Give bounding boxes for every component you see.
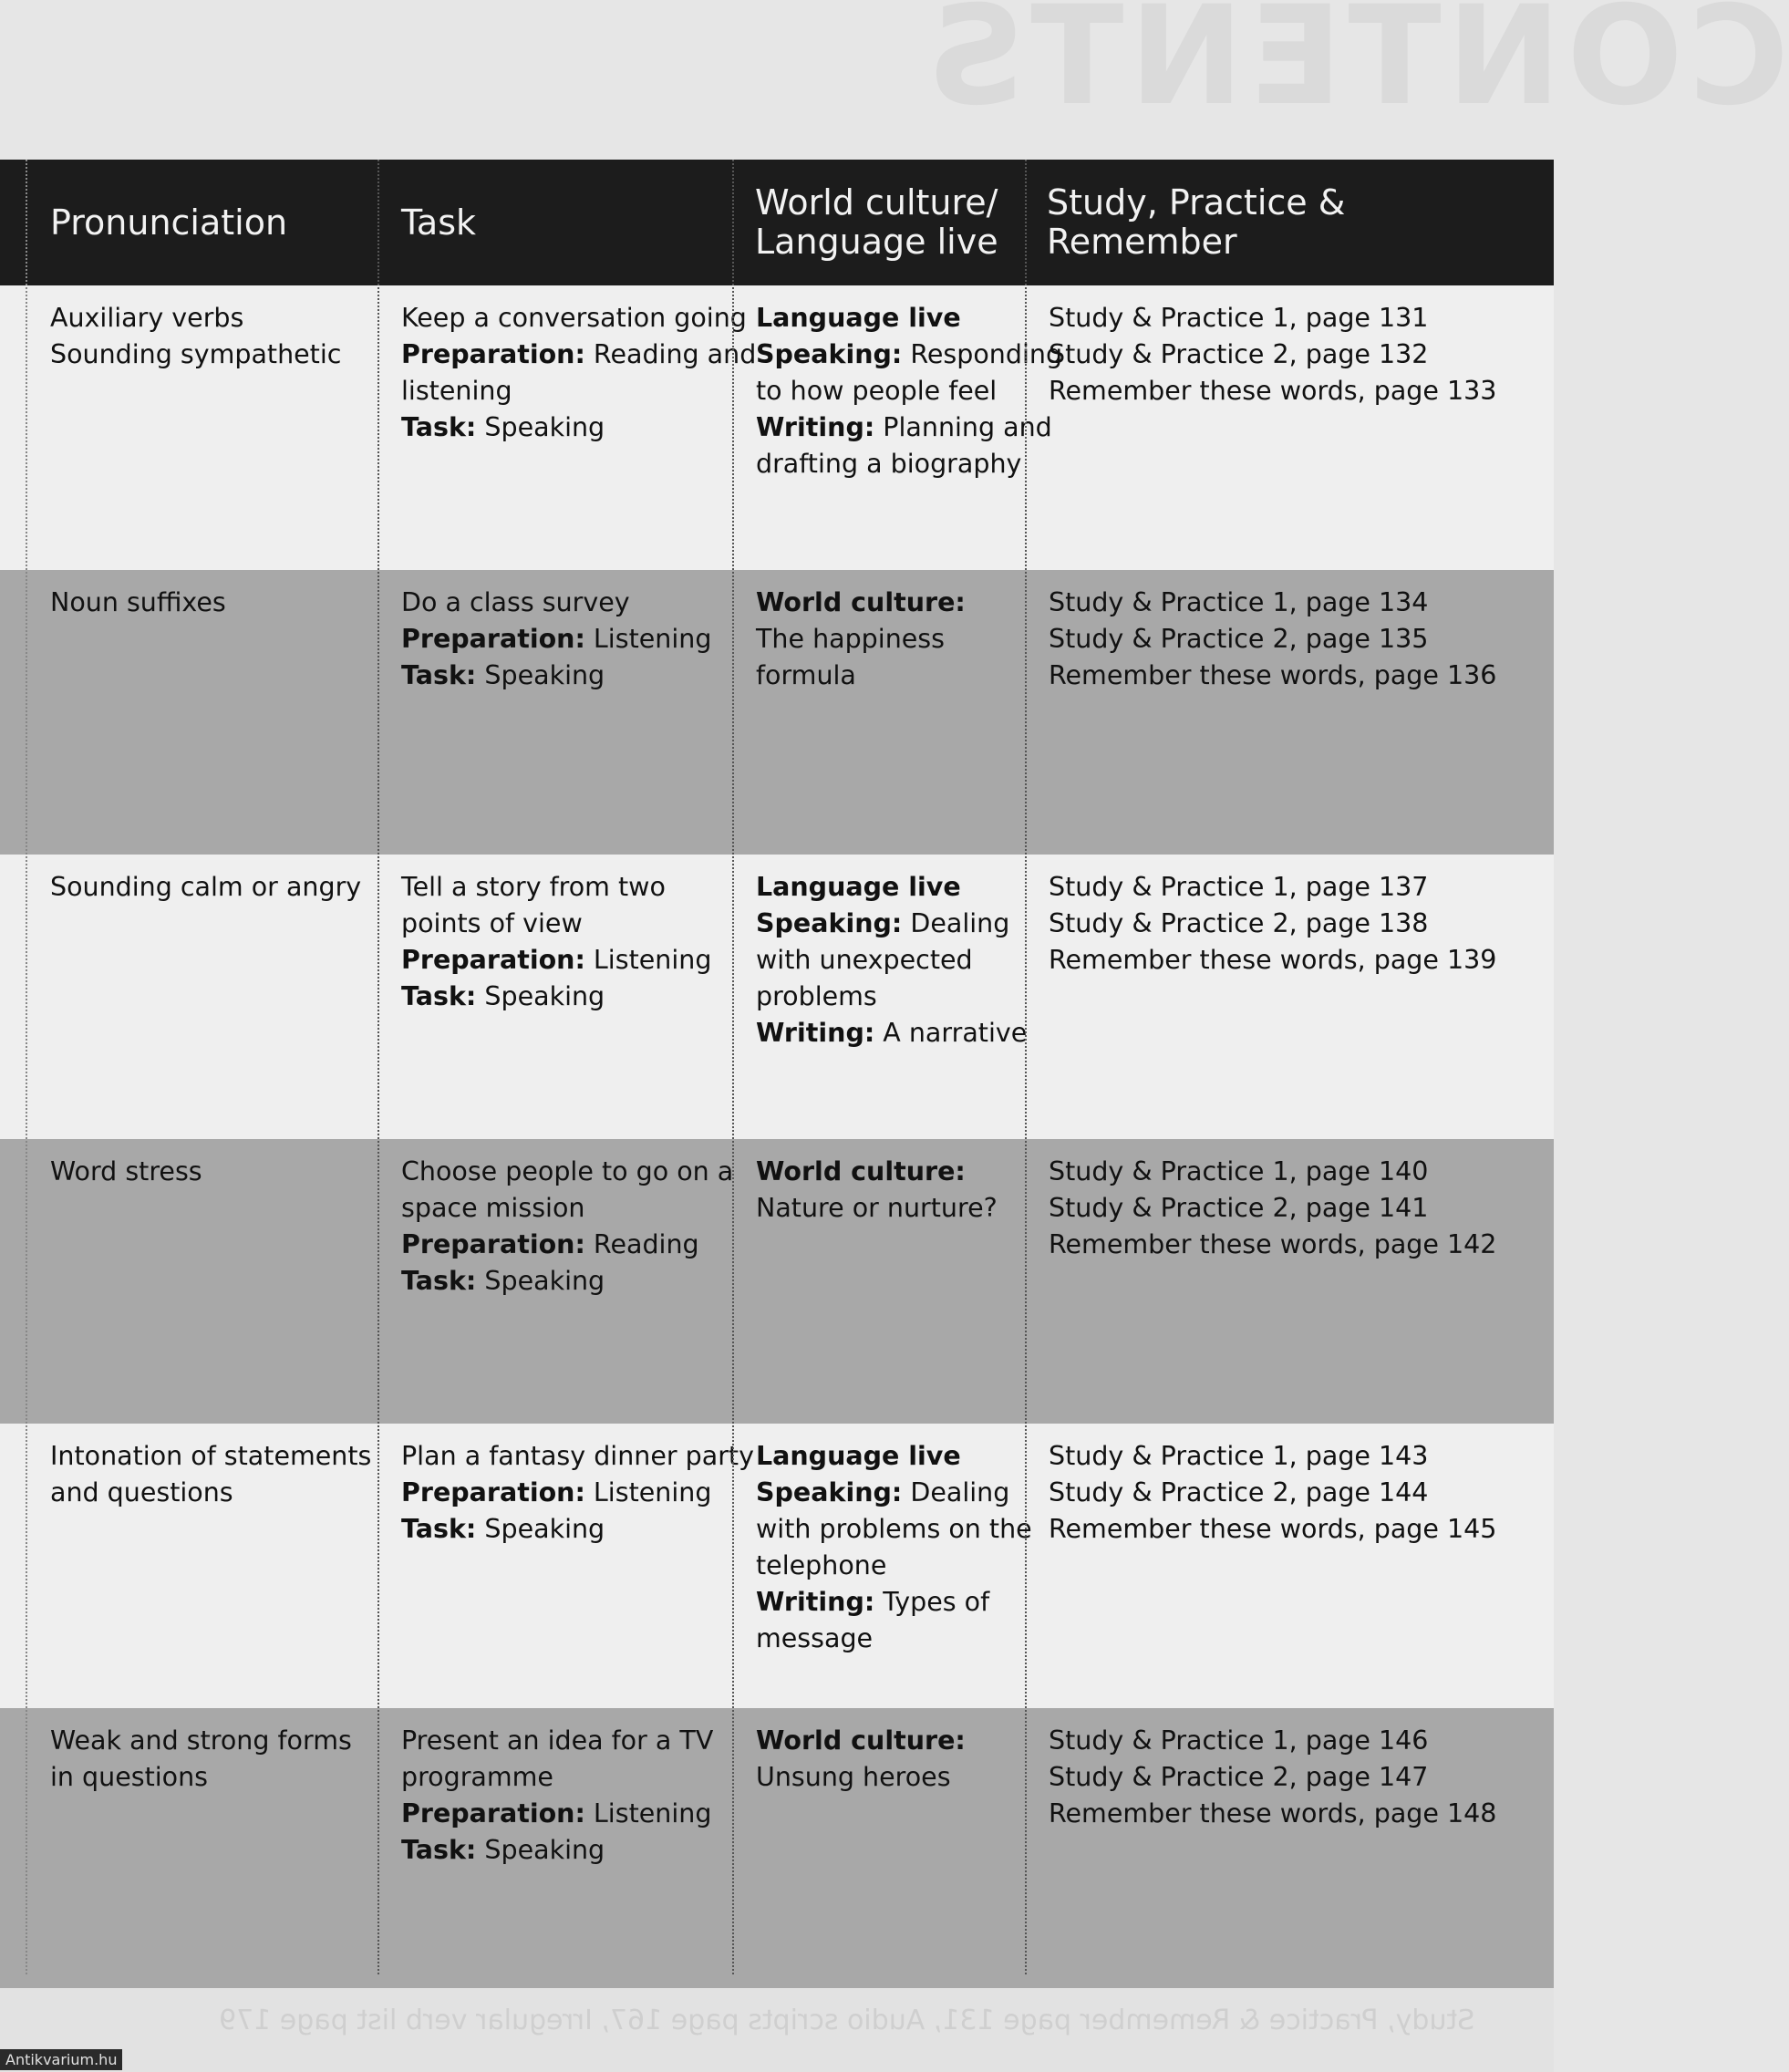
task-line xyxy=(401,869,711,906)
task-line-value: Speaking xyxy=(476,660,605,690)
pronunciation-text: Noun suffixes xyxy=(50,587,226,617)
task-line xyxy=(401,906,711,942)
task-line-value: Speaking xyxy=(476,1514,605,1544)
task-cell xyxy=(401,585,711,694)
study-cell xyxy=(1049,300,1496,409)
study-cell xyxy=(1049,869,1496,979)
task-line xyxy=(401,1475,754,1511)
study-reference: Study & Practice 1, page 134 xyxy=(1049,587,1429,617)
task-line-value: Tell a story from two xyxy=(401,872,666,902)
culture-line-value: Unsung heroes xyxy=(756,1762,951,1792)
study-reference: Study & Practice 1, page 131 xyxy=(1049,303,1429,333)
pronunciation-text: Sounding calm or angry xyxy=(50,872,362,902)
study-cell xyxy=(1049,1723,1496,1832)
culture-line-value: Dealing xyxy=(902,908,1010,938)
culture-cell xyxy=(756,869,1027,1052)
culture-line xyxy=(756,337,1062,373)
task-line-value: Reading xyxy=(584,1229,699,1259)
pronunciation-text: in questions xyxy=(50,1762,209,1792)
pronunciation-text: Weak and strong forms xyxy=(50,1725,352,1756)
study-reference: Study & Practice 2, page 132 xyxy=(1049,339,1429,369)
pronunciation-text: Word stress xyxy=(50,1156,202,1186)
task-cell xyxy=(401,1723,713,1869)
task-line xyxy=(401,373,756,409)
task-line-value: listening xyxy=(401,376,512,406)
culture-line-label: Language live xyxy=(756,1441,961,1471)
culture-cell xyxy=(756,1438,1032,1657)
task-line-value: Speaking xyxy=(476,981,605,1011)
header-task xyxy=(401,160,711,285)
task-cell xyxy=(401,300,756,446)
task-cell xyxy=(401,869,711,1015)
culture-line-label: World culture: xyxy=(756,1156,966,1186)
header-world-culture-label xyxy=(755,183,998,262)
culture-line-value: Planning and xyxy=(874,412,1052,442)
study-reference: Study & Practice 2, page 144 xyxy=(1049,1477,1429,1507)
culture-line xyxy=(756,1548,1032,1584)
task-line xyxy=(401,1263,733,1300)
culture-line-value: problems xyxy=(756,981,877,1011)
culture-line-label: World culture: xyxy=(756,587,966,617)
task-line-value: Do a class survey xyxy=(401,587,630,617)
task-line-label: Preparation: xyxy=(401,1229,585,1259)
column-divider xyxy=(377,160,379,1974)
culture-line-label: Language live xyxy=(756,872,961,902)
task-line-value: Speaking xyxy=(476,1266,605,1296)
task-line-label: Task: xyxy=(401,660,477,690)
task-line-value: Present an idea for a TV xyxy=(401,1725,714,1756)
culture-line-value: formula xyxy=(756,660,856,690)
header-world-culture-line2: Language live xyxy=(755,222,998,262)
header-study-practice xyxy=(1047,160,1521,285)
task-line-label: Task: xyxy=(401,1266,477,1296)
culture-line-label: Speaking: xyxy=(756,339,903,369)
culture-line xyxy=(756,1723,966,1759)
culture-line xyxy=(756,1584,1032,1621)
task-line xyxy=(401,1796,713,1832)
header-pronunciation xyxy=(50,160,360,285)
task-line-label: Preparation: xyxy=(401,624,585,654)
culture-line xyxy=(756,373,1062,409)
culture-line-value: A narrative xyxy=(874,1018,1028,1048)
task-line-value: Listening xyxy=(584,624,712,654)
header-task-label: Task xyxy=(401,202,477,243)
pronunciation-text: Auxiliary verbs xyxy=(50,303,244,333)
culture-line xyxy=(756,1759,966,1796)
culture-line-value: The happiness xyxy=(756,624,945,654)
culture-line xyxy=(756,585,966,621)
header-study-practice-line1: Study, Practice & xyxy=(1047,182,1346,223)
header-pronunciation-label: Pronunciation xyxy=(50,202,288,243)
task-line-label: Task: xyxy=(401,1835,477,1865)
task-line xyxy=(401,585,711,621)
culture-line xyxy=(756,621,966,658)
culture-line xyxy=(756,1511,1032,1548)
task-cell xyxy=(401,1438,754,1548)
culture-line xyxy=(756,906,1027,942)
study-cell xyxy=(1049,1438,1496,1548)
pronunciation-cell xyxy=(50,1154,202,1190)
study-reference: Remember these words, page 133 xyxy=(1049,376,1497,406)
task-line xyxy=(401,300,756,337)
culture-line xyxy=(756,1015,1027,1052)
study-reference: Remember these words, page 136 xyxy=(1049,660,1497,690)
culture-line-value: Nature or nurture? xyxy=(756,1193,998,1223)
task-line-value: points of view xyxy=(401,908,583,938)
culture-line xyxy=(756,446,1062,482)
task-line-label: Task: xyxy=(401,412,477,442)
culture-line-value: to how people feel xyxy=(756,376,998,406)
culture-line-label: World culture: xyxy=(756,1725,966,1756)
footer-ghost-text: Study, Practice & Remember page 131, Audio scripts page 167, Irregular verb list page 179 xyxy=(219,2005,1475,2036)
study-reference: Study & Practice 2, page 141 xyxy=(1049,1193,1429,1223)
task-line-label: Preparation: xyxy=(401,1477,585,1507)
study-reference: Study & Practice 2, page 147 xyxy=(1049,1762,1429,1792)
pronunciation-cell xyxy=(50,300,341,373)
task-line-label: Task: xyxy=(401,981,477,1011)
culture-line-label: Language live xyxy=(756,303,961,333)
study-reference: Remember these words, page 139 xyxy=(1049,945,1497,975)
study-reference: Study & Practice 2, page 135 xyxy=(1049,624,1429,654)
study-reference: Remember these words, page 148 xyxy=(1049,1798,1497,1829)
culture-line xyxy=(756,1190,998,1227)
culture-line-label: Writing: xyxy=(756,412,875,442)
culture-line xyxy=(756,300,1062,337)
culture-line-value: with unexpected xyxy=(756,945,973,975)
header-world-culture-line1: World culture/ xyxy=(755,182,998,223)
culture-line-value: drafting a biography xyxy=(756,449,1022,479)
pronunciation-cell xyxy=(50,585,226,621)
task-line-value: Listening xyxy=(584,1477,712,1507)
task-line xyxy=(401,1759,713,1796)
study-reference: Study & Practice 1, page 137 xyxy=(1049,872,1429,902)
task-line xyxy=(401,1723,713,1759)
task-line-value: Choose people to go on a xyxy=(401,1156,734,1186)
task-line-label: Preparation: xyxy=(401,945,585,975)
task-line-value: Listening xyxy=(584,945,712,975)
culture-line-value: message xyxy=(756,1623,874,1653)
column-divider xyxy=(26,160,27,1974)
task-line-value: Listening xyxy=(584,1798,712,1829)
culture-line-label: Writing: xyxy=(756,1587,875,1617)
task-line xyxy=(401,1832,713,1869)
culture-cell xyxy=(756,300,1062,482)
culture-line xyxy=(756,869,1027,906)
task-line xyxy=(401,1438,754,1475)
culture-line-value: Types of xyxy=(874,1587,990,1617)
study-reference: Study & Practice 1, page 146 xyxy=(1049,1725,1429,1756)
culture-cell xyxy=(756,1723,966,1796)
task-line-label: Task: xyxy=(401,1514,477,1544)
task-line-value: Reading and xyxy=(584,339,757,369)
culture-cell xyxy=(756,585,966,694)
task-line xyxy=(401,658,711,694)
task-line xyxy=(401,409,756,446)
task-line xyxy=(401,979,711,1015)
culture-line-value: Responding xyxy=(902,339,1063,369)
pronunciation-text: and questions xyxy=(50,1477,233,1507)
task-line xyxy=(401,337,756,373)
culture-line-label: Speaking: xyxy=(756,1477,903,1507)
watermark: Antikvarium.hu xyxy=(0,2049,122,2070)
task-line xyxy=(401,942,711,979)
pronunciation-cell xyxy=(50,1438,371,1511)
pronunciation-cell xyxy=(50,1723,352,1796)
header-study-practice-label xyxy=(1047,183,1345,262)
culture-line xyxy=(756,1475,1032,1511)
study-reference: Study & Practice 2, page 138 xyxy=(1049,908,1429,938)
task-line-value: Speaking xyxy=(476,1835,605,1865)
task-cell xyxy=(401,1154,733,1300)
task-line-label: Preparation: xyxy=(401,339,585,369)
header-world-culture xyxy=(755,160,1029,285)
study-reference: Remember these words, page 142 xyxy=(1049,1229,1497,1259)
task-line xyxy=(401,1227,733,1263)
culture-line-value: with problems on the xyxy=(756,1514,1032,1544)
study-cell xyxy=(1049,1154,1496,1263)
culture-line xyxy=(756,942,1027,979)
culture-line-value: Dealing xyxy=(902,1477,1010,1507)
study-reference: Study & Practice 1, page 143 xyxy=(1049,1441,1429,1471)
pronunciation-text: Intonation of statements xyxy=(50,1441,372,1471)
task-line-label: Preparation: xyxy=(401,1798,585,1829)
task-line xyxy=(401,621,711,658)
task-line-value: Speaking xyxy=(476,412,605,442)
task-line xyxy=(401,1154,733,1190)
task-line-value: Keep a conversation going xyxy=(401,303,747,333)
task-line-value: space mission xyxy=(401,1193,585,1223)
pronunciation-cell xyxy=(50,869,361,906)
column-divider xyxy=(1025,160,1027,1974)
task-line xyxy=(401,1511,754,1548)
task-line-value: programme xyxy=(401,1762,553,1792)
task-line xyxy=(401,1190,733,1227)
culture-line-label: Writing: xyxy=(756,1018,875,1048)
column-divider xyxy=(732,160,734,1974)
culture-line-label: Speaking: xyxy=(756,908,903,938)
culture-line-value: telephone xyxy=(756,1550,887,1580)
header-study-practice-line2: Remember xyxy=(1047,222,1237,262)
study-cell xyxy=(1049,585,1496,694)
culture-line xyxy=(756,979,1027,1015)
culture-line xyxy=(756,409,1062,446)
culture-line xyxy=(756,1621,1032,1657)
ghost-page-title: CONTENTS xyxy=(921,0,1789,136)
pronunciation-text: Sounding sympathetic xyxy=(50,339,342,369)
task-line-value: Plan a fantasy dinner party xyxy=(401,1441,754,1471)
study-reference: Remember these words, page 145 xyxy=(1049,1514,1497,1544)
culture-line xyxy=(756,1154,998,1190)
culture-line xyxy=(756,1438,1032,1475)
culture-cell xyxy=(756,1154,998,1227)
culture-line xyxy=(756,658,966,694)
study-reference: Study & Practice 1, page 140 xyxy=(1049,1156,1429,1186)
